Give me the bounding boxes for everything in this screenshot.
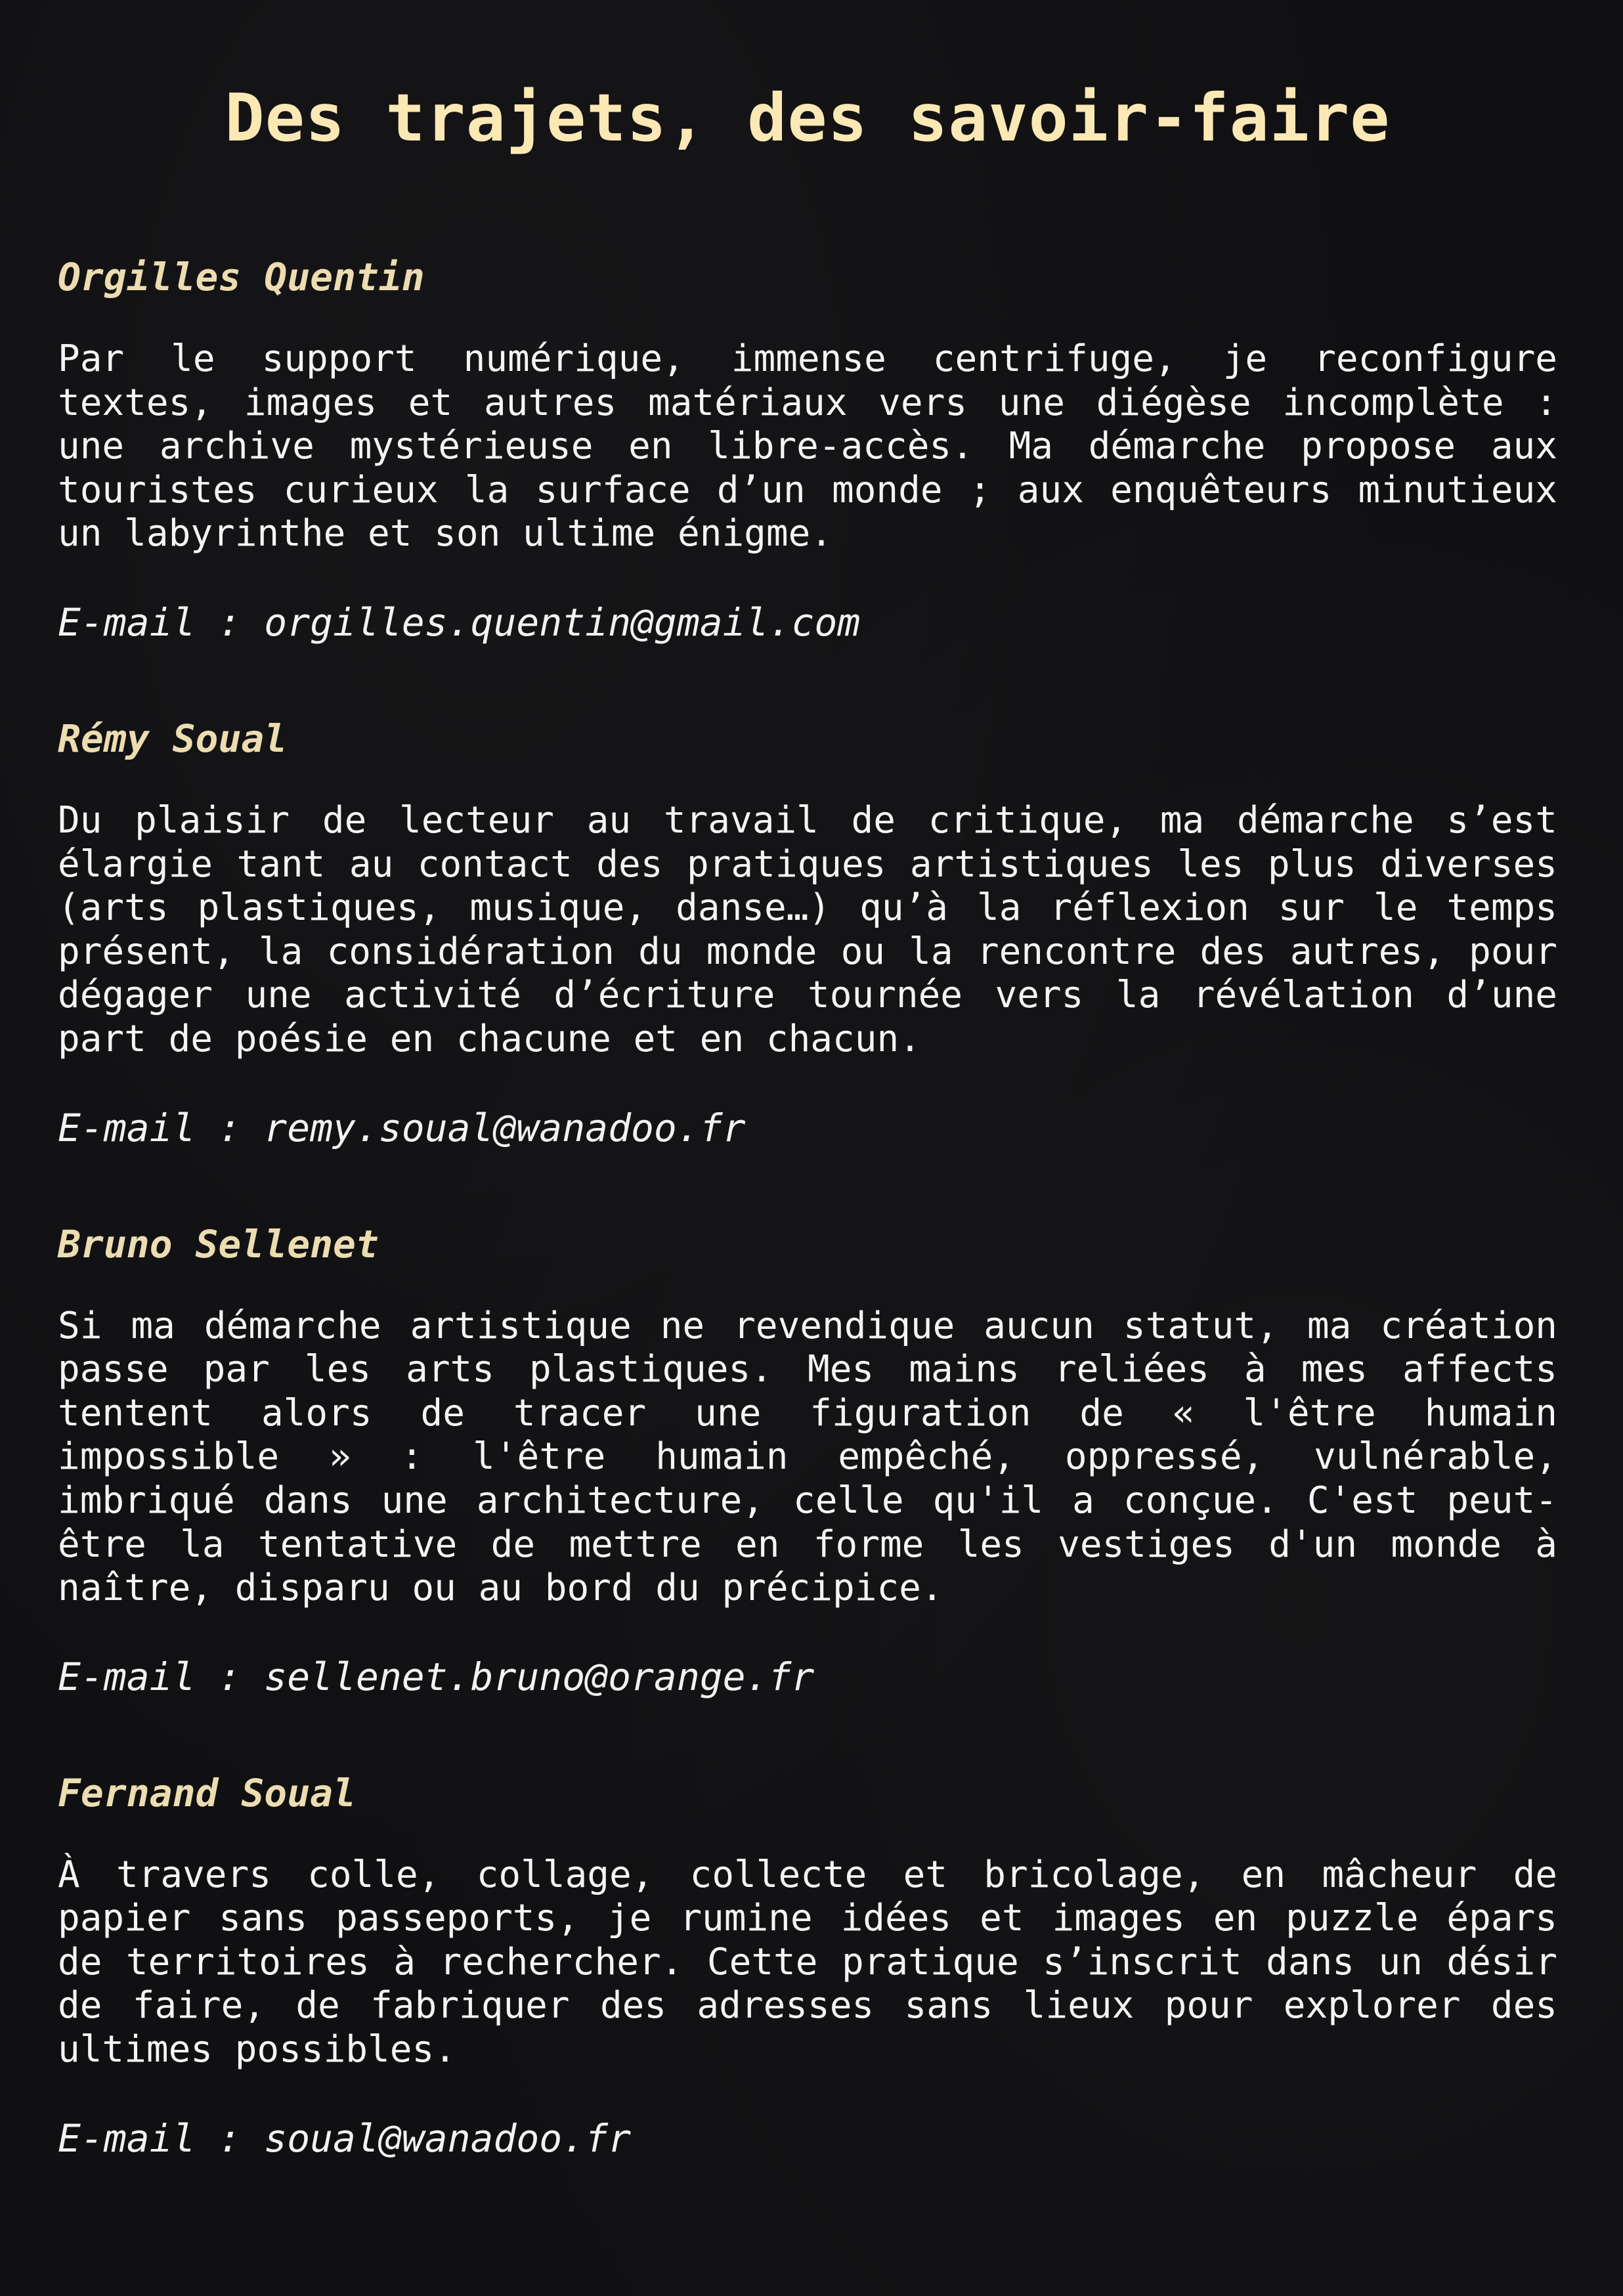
artist-name: Bruno Sellenet — [58, 1221, 379, 1267]
email-label: E-mail : — [58, 1105, 265, 1150]
artist-list — [58, 251, 1557, 2161]
artist-section-bruno-sellenet — [58, 1218, 1557, 1700]
page-title: Des trajets, des savoir-faire — [225, 79, 1391, 156]
artist-section-remy-soual — [58, 712, 1557, 1151]
email-line — [58, 599, 1557, 645]
email-address[interactable]: orgilles.quentin@gmail.com — [264, 599, 861, 645]
email-label: E-mail : — [58, 1654, 265, 1699]
email-address[interactable]: soual@wanadoo.fr — [264, 2115, 631, 2161]
artist-bio: À travers colle, collage, collecte et bricolage, en mâcheur de papier sans passeports, je rumine idées et images en puzzle épars de territoires à rechercher. Cette pratique s’inscrit dans un désir de faire, de fabriquer des adresses sans lieux pour explorer des ultimes possibles. — [58, 1853, 1557, 2071]
artist-bio: Du plaisir de lecteur au travail de critique, ma démarche s’est élargie tant au contact des pratiques artistiques les plus diverses (arts plastiques, musique, danse…) qu’à la réflexion sur le temps présent, la considération du monde ou la rencontre des autres, pour dégager une activité d’écriture tournée vers la révélation d’une part de poésie en chacune et en chacun. — [58, 798, 1557, 1060]
email-label: E-mail : — [58, 2115, 265, 2161]
email-line — [58, 1654, 1557, 1700]
email-line — [58, 1105, 1557, 1151]
artist-name: Rémy Soual — [58, 716, 288, 761]
artist-name: Fernand Soual — [58, 1770, 356, 1815]
artist-bio: Si ma démarche artistique ne revendique aucun statut, ma création passe par les arts plastiques. Mes mains reliées à mes affects tentent alors de tracer une figuration de « l'être humain impossible » : l'être humain empêché, oppressé, vulnérable, imbriqué dans une architecture, celle qu'il a conçue. C'est peut-être la tentative de mettre en forme les vestiges d'un monde à naître, disparu ou au bord du précipice. — [58, 1304, 1557, 1610]
artist-section-fernand-soual — [58, 1767, 1557, 2161]
artist-name: Orgilles Quentin — [58, 255, 425, 299]
email-address[interactable]: remy.soual@wanadoo.fr — [264, 1105, 746, 1150]
email-label: E-mail : — [58, 599, 265, 645]
artist-bio: Par le support numérique, immense centrifuge, je reconfigure textes, images et autres matériaux vers une diégèse incomplète : une archive mystérieuse en libre-accès. Ma démarche propose aux touristes curieux la surface d’un monde ; aux enquêteurs minutieux un labyrinthe et son ultime énigme. — [58, 337, 1557, 555]
artist-section-orgilles-quentin — [58, 251, 1557, 645]
email-line — [58, 2115, 1557, 2161]
email-address[interactable]: sellenet.bruno@orange.fr — [264, 1654, 815, 1699]
